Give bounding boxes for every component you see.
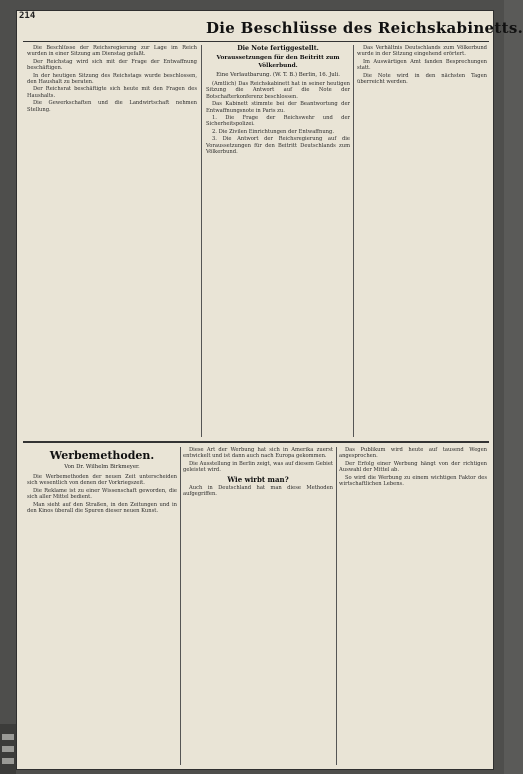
feature-right-text — [339, 447, 487, 487]
feature-right-column — [339, 447, 487, 765]
newspaper-page — [16, 10, 523, 770]
middle-paragraph: Diese Art der Werbung hat sich in Amerika zuerst entwickelt und ist dann auch nach Europa gekommen. — [183, 447, 333, 460]
feature-byline: Von Dr. Wilhelm Birkmeyer. — [64, 464, 140, 470]
bottom-column-divider-2 — [336, 447, 337, 765]
lead-article-column — [206, 45, 350, 437]
middle-paragraph: Auch in Deutschland hat man diese Methoden aufgegriffen. — [183, 485, 333, 498]
middle-subhead: Wie wirbt man? — [227, 474, 289, 484]
left-column-text — [27, 45, 197, 113]
thumbnail-block — [2, 746, 14, 752]
column-divider-1 — [201, 45, 202, 437]
lead-dateline: Eine Verlautbarung. (W. T. B.) Berlin, 16. Juli. — [216, 72, 340, 78]
feature-paragraph: Die Werbemethoden der neuen Zeit unterscheiden sich wesentlich von denen der Vorkriegszeit. — [27, 474, 177, 487]
right-paragraph: Die Note wird in den nächsten Tagen überreicht werden. — [357, 72, 487, 86]
page-number: 214 — [19, 11, 43, 23]
right-paragraph: Im Auswärtigen Amt fanden Besprechungen statt. — [357, 58, 487, 72]
bottom-column-divider-1 — [180, 447, 181, 765]
top-divider — [23, 41, 489, 42]
lead-paragraph: 2. Die Zivilen Einrichtungen der Entwaffnung. — [212, 128, 334, 135]
right-bottom-paragraph: Das Publikum wird heute auf tausend Wegen angesprochen. — [339, 447, 487, 460]
middle-paragraph: Die Ausstellung in Berlin zeigt, was auf diesem Gebiet geleistet wird. — [183, 460, 333, 474]
left-paragraph: Die Beschlüsse der Reichsregierung zur Lage im Reich wurden in einer Sitzung am Dienstag gefaßt. — [27, 45, 197, 58]
left-news-column — [27, 45, 197, 437]
lead-paragraph: 3. Die Antwort der Reichsregierung auf die Voraussetzungen für den Beitritt Deutschlands zum Völkerbund. — [206, 136, 350, 156]
lead-subhead: Voraussetzungen für den Beitritt zum Völkerbund. — [216, 55, 340, 69]
right-paragraph: Das Verhältnis Deutschlands zum Völkerbund wurde in der Sitzung eingehend erörtert. — [357, 45, 487, 58]
feuilleton-divider — [23, 441, 489, 443]
thumbnail-block — [2, 758, 14, 764]
lead-article-text — [206, 81, 350, 155]
left-notice: Die Gewerkschaften und die Landwirtschaft nehmen Stellung. — [27, 100, 197, 113]
lead-paragraph: 1. Die Frage der Reichswehr und der Sicherheitspolizei. — [206, 115, 350, 128]
right-bottom-paragraph: Der Erfolg einer Werbung hängt von der richtigen Auswahl der Mittel ab. — [339, 460, 487, 474]
feature-title: Werbemethoden. — [49, 449, 155, 462]
feature-paragraph: Man sieht auf den Straßen, in den Zeitungen und in den Kinos überall die Spuren dieser neuen Kunst. — [27, 501, 177, 515]
feature-middle-text — [183, 447, 333, 498]
lead-headline: Die Beschlüsse des Reichskabinetts. — [206, 19, 523, 37]
thumbnail-block — [2, 734, 14, 740]
column-divider-2 — [353, 45, 354, 437]
feature-paragraph: Die Reklame ist zu einer Wissenschaft geworden, die sich aller Mittel bedient. — [27, 487, 177, 501]
right-column-text — [357, 45, 487, 85]
feature-column — [27, 447, 177, 765]
right-bottom-paragraph: So wird die Werbung zu einem wichtigen Faktor des wirtschaftlichen Lebens. — [339, 474, 487, 488]
right-news-column — [357, 45, 487, 437]
lead-kicker: Die Note fertiggestellt. — [237, 45, 319, 52]
left-notice: Der Reichsrat beschäftigte sich heute mit den Fragen des Haushalts. — [27, 86, 197, 99]
lead-paragraph: (Amtlich) Das Reichskabinett hat in seiner heutigen Sitzung die Antwort auf die Note der Botschafterkonferenz beschlossen. — [206, 81, 350, 100]
left-paragraph: Der Reichstag wird sich mit der Frage der Entwaffnung beschäftigen. — [27, 58, 197, 72]
left-paragraph: In der heutigen Sitzung des Reichstags wurde beschlossen, den Haushalt zu beraten. — [27, 72, 197, 86]
lead-paragraph: Das Kabinett stimmte bei der Beantwortung der Entwaffnungsnote in Paris zu. — [206, 101, 350, 114]
feature-text — [27, 474, 177, 514]
feature-middle-column — [183, 447, 333, 765]
